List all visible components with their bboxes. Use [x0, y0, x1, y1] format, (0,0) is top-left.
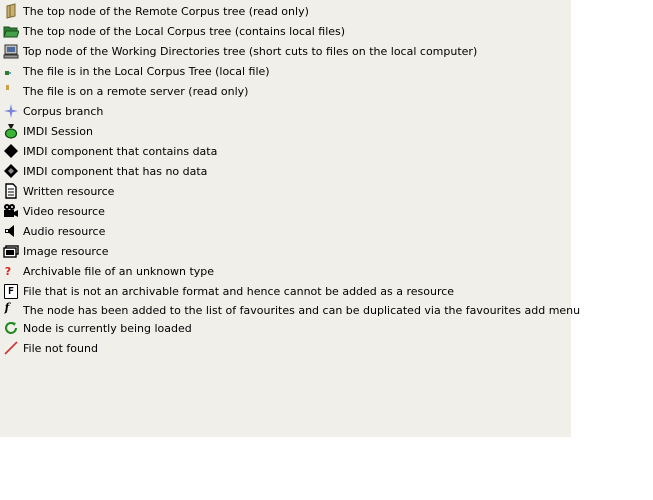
legend-row-imdi-component-data — [2, 141, 570, 161]
legend-label: The top node of the Remote Corpus tree (read only) — [23, 4, 309, 18]
legend-label: The top node of the Local Corpus tree (contains local files) — [23, 24, 346, 38]
legend-row-local-corpus-root — [2, 21, 570, 41]
local-file-icon — [2, 62, 20, 80]
legend-label: Audio resource — [23, 224, 106, 238]
favourite-glyph: f — [4, 300, 10, 314]
unknown-file-icon — [2, 262, 20, 280]
legend-label: Top node of the Working Directories tree (short cuts to files on the local computer) — [23, 44, 478, 58]
legend-row-corpus-branch — [2, 101, 570, 121]
legend-label: File that is not an archivable format and hence cannot be added as a resource — [23, 284, 455, 298]
legend-row-unknown-file — [2, 261, 570, 281]
imdi-session-icon — [2, 122, 20, 140]
working-directories-root-icon — [2, 42, 20, 60]
legend-row-local-file — [2, 61, 570, 81]
remote-file-icon — [2, 82, 20, 100]
non-archivable-file-icon — [2, 282, 20, 300]
imdi-component-nodata-icon — [2, 162, 20, 180]
legend-row-remote-corpus-root — [2, 1, 570, 21]
corpus-branch-icon — [2, 102, 20, 120]
legend-row-audio-resource — [2, 221, 570, 241]
legend-label: The file is on a remote server (read only) — [23, 84, 249, 98]
audio-resource-icon — [2, 222, 20, 240]
legend-row-imdi-component-nodata — [2, 161, 570, 181]
legend-row-video-resource — [2, 201, 570, 221]
legend-label: IMDI component that has no data — [23, 164, 208, 178]
legend-label: Node is currently being loaded — [23, 321, 192, 335]
remote-corpus-root-icon — [2, 2, 20, 20]
legend-label: The file is in the Local Corpus Tree (local file) — [23, 64, 270, 78]
legend-label: Corpus branch — [23, 104, 104, 118]
legend-row-imdi-session — [2, 121, 570, 141]
legend-row-image-resource — [2, 241, 570, 261]
legend-label: IMDI component that contains data — [23, 144, 218, 158]
legend-label: Image resource — [23, 244, 109, 258]
legend-label: Video resource — [23, 204, 105, 218]
written-resource-icon — [2, 182, 20, 200]
legend-row-non-archivable-file — [2, 281, 570, 301]
legend-label: The node has been added to the list of favourites and can be duplicated via the favourites add menu — [23, 303, 581, 317]
legend-label: IMDI Session — [23, 124, 93, 138]
legend-row-written-resource — [2, 181, 570, 201]
legend-row-remote-file — [2, 81, 570, 101]
legend-label: Written resource — [23, 184, 115, 198]
favourite-icon — [2, 301, 20, 319]
video-resource-icon — [2, 202, 20, 220]
legend-row-working-directories-root — [2, 41, 570, 61]
unknown-glyph: ? — [4, 264, 12, 278]
image-resource-icon — [2, 242, 20, 260]
legend-row-loading — [2, 318, 570, 338]
legend-label: Archivable file of an unknown type — [23, 264, 215, 278]
local-corpus-root-icon — [2, 22, 20, 40]
legend-row-file-not-found — [2, 338, 570, 358]
imdi-component-data-icon — [2, 142, 20, 160]
legend-row-favourite — [2, 300, 581, 320]
file-not-found-icon — [2, 339, 20, 357]
loading-icon — [2, 319, 20, 337]
non-archivable-glyph: F — [4, 284, 18, 299]
legend-label: File not found — [23, 341, 98, 355]
